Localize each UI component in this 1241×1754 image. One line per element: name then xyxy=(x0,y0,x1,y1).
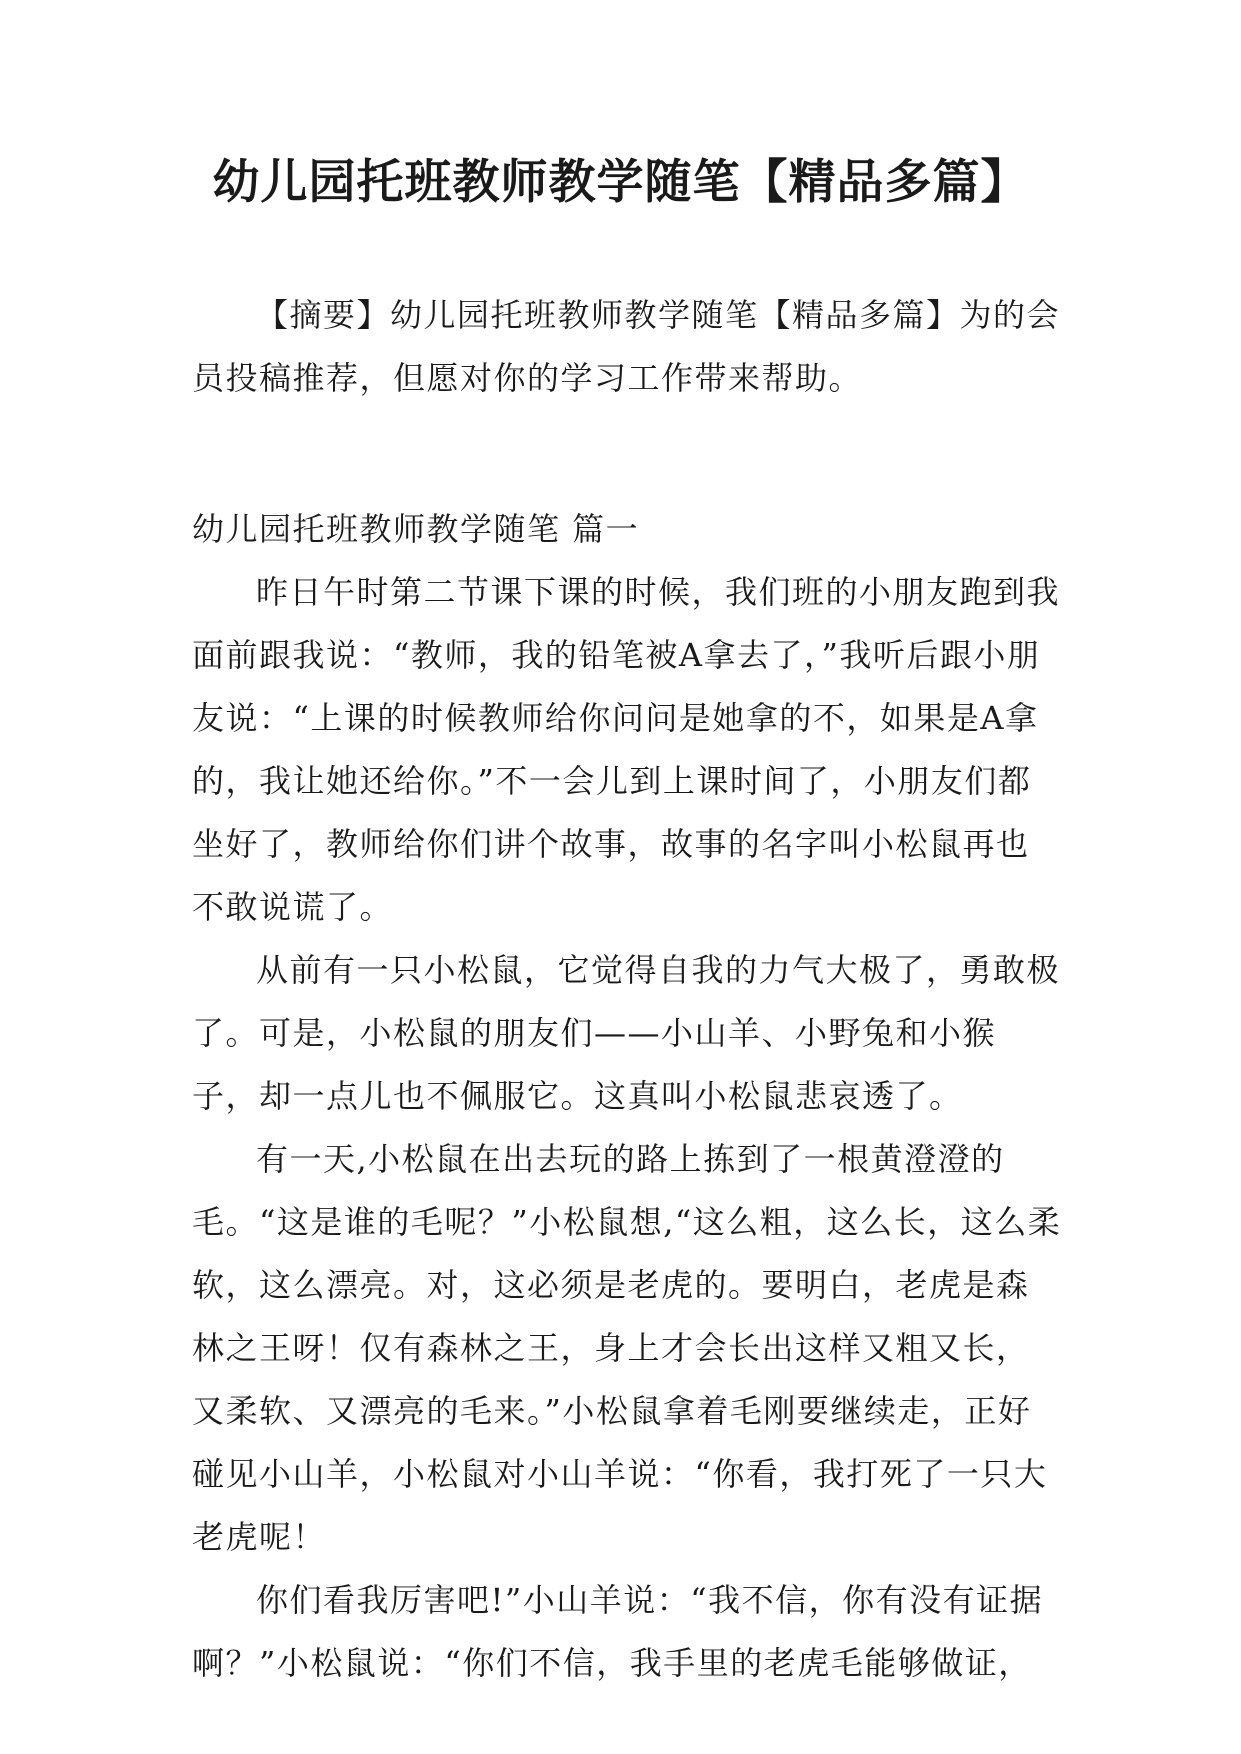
document-title: 幼儿园托班教师教学随笔【精品多篇】 xyxy=(212,155,1029,210)
body-paragraph-4: 你们看我厉害吧!”小山羊说：“我不信，你有没有证据啊？”小松鼠说：“你们不信，我手里的老虎毛能够做证， xyxy=(192,1581,1044,1682)
abstract-paragraph: 【摘要】幼儿园托班教师教学随笔【精品多篇】为的会员投稿推荐，但愿对你的学习工作带来帮助。 xyxy=(192,296,1061,397)
body-paragraph-2: 从前有一只小松鼠，它觉得自我的力气大极了，勇敢极了。可是，小松鼠的朋友们——小山羊、小野兔和小猴子，却一点儿也不佩服它。这真叫小松鼠悲哀透了。 xyxy=(192,951,1061,1115)
body-paragraph-1: 昨日午时第二节课下课的时候，我们班的小朋友跑到我面前跟我说：“教师，我的铅笔被A拿去了，”我听后跟小朋友说：“上课的时候教师给你问问是她拿的不，如果是A拿的，我让她还给你。”不一会儿到上课时间了，小朋友们都坐好了，教师给你们讲个故事，故事的名字叫小松鼠再也不敢说谎了。 xyxy=(192,573,1061,926)
document-body xyxy=(192,284,1062,1695)
section-heading: 幼儿园托班教师教学随笔 篇一 xyxy=(192,510,640,548)
body-paragraph-3: 有一天,小松鼠在出去玩的路上拣到了一根黄澄澄的毛。“这是谁的毛呢？”小松鼠想,“这么粗，这么长，这么柔软，这么漂亮。对，这必须是老虎的。要明白，老虎是森林之王呀！仅有森林之王，身上才会长出这样又粗又长，又柔软、又漂亮的毛来。”小松鼠拿着毛刚要继续走，正好碰见小山羊，小松鼠对小山羊说：“你看，我打死了一只大老虎呢！ xyxy=(192,1140,1062,1556)
